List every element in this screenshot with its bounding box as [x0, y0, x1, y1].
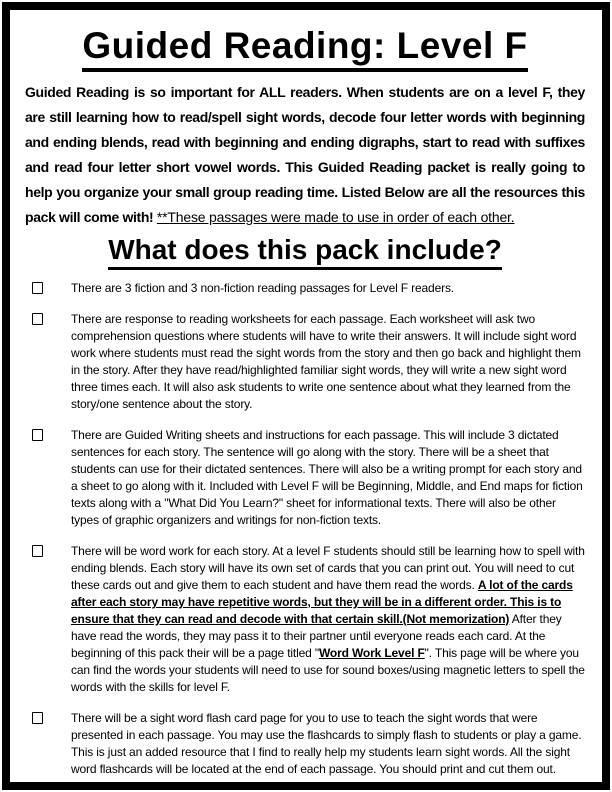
bullet-text	[71, 311, 586, 413]
section-heading-row	[24, 234, 586, 270]
bullet-segment: ". This page will be where you can find the words your students will need to use for sound boxes/using magnetic letters to spell the words with the skills for level F.	[71, 645, 585, 694]
bullet-text	[71, 280, 454, 297]
bullet-segment: There are response to reading worksheets for each passage. Each worksheet will ask two comprehension questions where students will have to write their answers. It will include sight word work where students must read the sight words from the story and then go back and highlight them in the story. After they have read/highlighted familiar sight words, they will write a new sight word three times each. It will also ask students to write one sentence about what they learned from the story/one sentence about the story.	[71, 311, 581, 411]
checkbox-icon	[32, 712, 43, 724]
list-item	[24, 543, 586, 696]
list-item	[24, 710, 586, 778]
checkbox-icon	[32, 429, 43, 441]
bullet-segment: A lot of the cards after each story may have repetitive words, but they will be in a different order. This is to ensure that they can read and decode with that certain skill.(Not memorization)	[71, 577, 573, 626]
bullet-segment: There will be word work for each story. At a level F students should still be learning how to spell with ending blends. Each story will have its own set of cards that you can print out. You will need to cut these cards out and give them to each student and have them read the words.	[71, 543, 585, 592]
bullet-text	[71, 427, 586, 529]
list-item	[24, 280, 586, 297]
intro-text: Guided Reading is so important for ALL readers. When students are on a level F, they are still learning how to read/spell sight words, decode four letter words with beginning and ending blends, read with beginning and ending digraphs, start to read with suffixes and read four letter short vowel words. This Guided Reading packet is really going to help you organize your small group reading time. Listed Below are all the resources this pack will come with!	[25, 83, 585, 225]
list-item	[24, 427, 586, 529]
checkbox-icon	[32, 313, 43, 325]
intro-paragraph	[25, 80, 585, 230]
bullet-list	[24, 280, 586, 778]
checkbox-icon	[32, 545, 43, 557]
page-title: Guided Reading: Level F	[82, 26, 527, 72]
bullet-text	[71, 543, 586, 696]
bullet-segment: There are Guided Writing sheets and instructions for each passage. This will include 3 dictated sentences for each story. The sentence will go along with the story. There will be a sheet that students can use for their dictated sentences. There will also be a writing prompt for each story and a sheet to go along with it. Included with Level F will be Beginning, Middle, and End maps for fiction texts along with a "What Did You Learn?" sheet for informational texts. There will also be other types of graphic organizers and writings for non-fiction texts.	[71, 427, 583, 527]
bullet-segment: There will be a sight word flash card page for you to use to teach the sight words that were presented in each passage. You may use the flashcards to simply flash to students or play a game. This is just an added resource that I find to really help my students learn sight words. All the sight word flashcards will be located at the end of each passage. You should print and cut them out.	[71, 710, 582, 776]
bullet-segment: There are 3 fiction and 3 non-fiction reading passages for Level F readers.	[71, 280, 454, 295]
bullet-text	[71, 710, 586, 778]
section-heading: What does this pack include?	[108, 234, 502, 270]
bullet-segment: Word Work Level F	[318, 645, 425, 660]
title-row	[24, 26, 586, 72]
intro-note: **These passages were made to use in order of each other.	[156, 208, 515, 225]
checkbox-icon	[32, 282, 43, 294]
document-page	[2, 2, 610, 790]
bullet-segment: After they have read the words, they may pass it to their partner until everyone reads each card. At the beginning of this pack their will be a page titled "	[71, 611, 562, 660]
list-item	[24, 311, 586, 413]
